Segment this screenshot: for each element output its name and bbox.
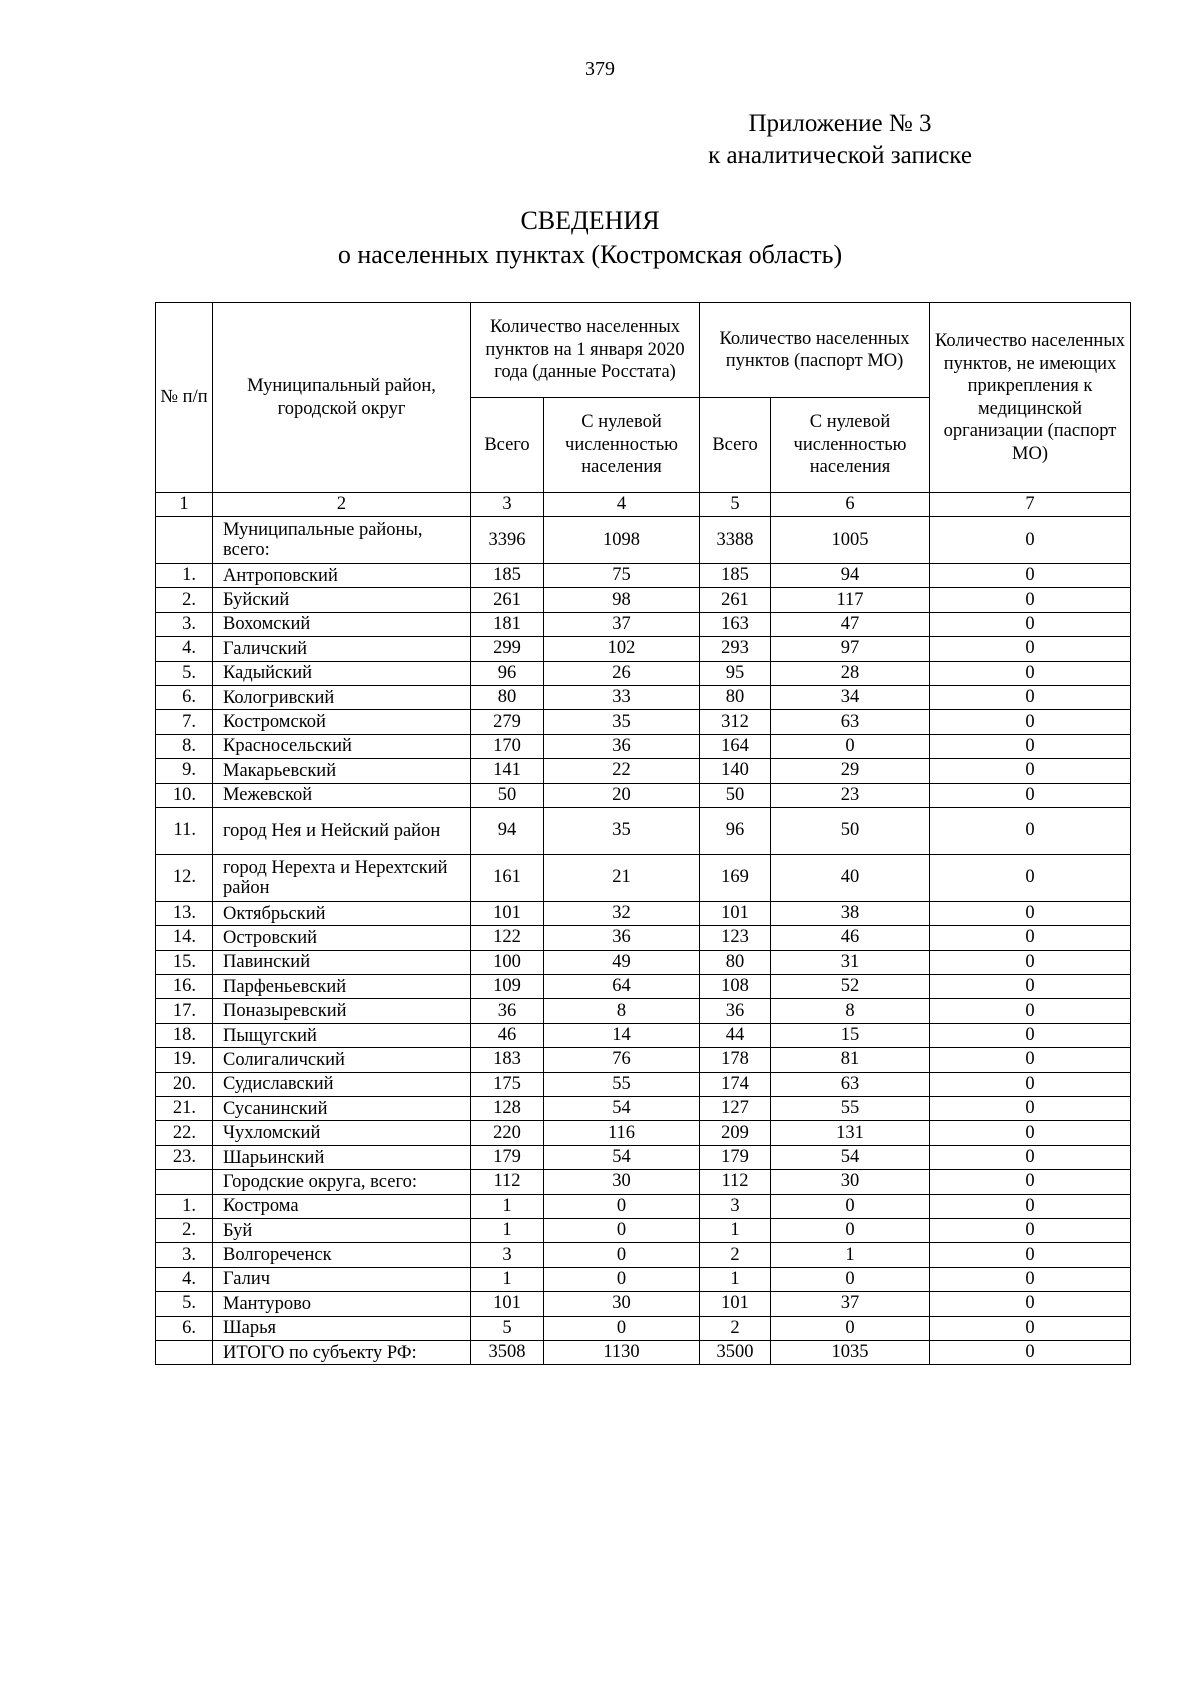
row-name: Городские округа, всего: (213, 1170, 471, 1194)
row-name: Кадыйский (213, 661, 471, 685)
row-number: 21. (156, 1097, 213, 1121)
cell-zero-pop-rosstat: 37 (544, 612, 700, 636)
row-number: 9. (156, 759, 213, 783)
cell-total-rosstat: 299 (471, 637, 544, 661)
cell-zero-pop-passport: 30 (771, 1170, 930, 1194)
row-number: 4. (156, 637, 213, 661)
column-number: 4 (544, 493, 700, 517)
cell-no-attachment: 0 (930, 661, 1131, 685)
cell-total-passport: 108 (700, 975, 771, 999)
row-name: Волгореченск (213, 1243, 471, 1267)
cell-total-passport: 174 (700, 1072, 771, 1096)
row-name: Муниципальные районы, всего: (213, 517, 471, 564)
table-row (156, 1218, 1131, 1242)
cell-no-attachment: 0 (930, 1292, 1131, 1316)
appendix-line-1: Приложение № 3 (748, 110, 932, 137)
cell-total-rosstat: 101 (471, 901, 544, 925)
cell-zero-pop-rosstat: 26 (544, 661, 700, 685)
row-number: 7. (156, 710, 213, 734)
cell-total-passport: 96 (700, 807, 771, 854)
cell-zero-pop-passport: 15 (771, 1023, 930, 1047)
row-number: 8. (156, 734, 213, 758)
table-row (156, 975, 1131, 999)
cell-no-attachment: 0 (930, 1023, 1131, 1047)
cell-total-passport: 3 (700, 1194, 771, 1218)
cell-no-attachment: 0 (930, 710, 1131, 734)
cell-no-attachment: 0 (930, 1145, 1131, 1169)
cell-zero-pop-rosstat: 102 (544, 637, 700, 661)
table-row (156, 783, 1131, 807)
row-number: 13. (156, 901, 213, 925)
header-no-attachment: Количество населенных пунктов, не имеющих прикрепления к медицинской организации (паспорт МО) (930, 303, 1131, 493)
cell-total-passport: 3500 (700, 1340, 771, 1364)
cell-zero-pop-passport: 23 (771, 783, 930, 807)
row-number: 3. (156, 612, 213, 636)
cell-total-passport: 178 (700, 1048, 771, 1072)
document-title (140, 204, 1040, 272)
row-number: 6. (156, 1316, 213, 1340)
cell-no-attachment: 0 (930, 807, 1131, 854)
row-name: ИТОГО по субъекту РФ: (213, 1340, 471, 1364)
cell-zero-pop-rosstat: 35 (544, 807, 700, 854)
cell-total-rosstat: 161 (471, 854, 544, 901)
cell-total-rosstat: 170 (471, 734, 544, 758)
row-name: Галич (213, 1267, 471, 1291)
cell-total-rosstat: 185 (471, 564, 544, 588)
row-number: 1. (156, 564, 213, 588)
cell-zero-pop-passport: 81 (771, 1048, 930, 1072)
cell-zero-pop-rosstat: 8 (544, 999, 700, 1023)
cell-total-rosstat: 80 (471, 685, 544, 709)
table-row (156, 1194, 1131, 1218)
cell-total-passport: 123 (700, 926, 771, 950)
cell-no-attachment: 0 (930, 588, 1131, 612)
table-row (156, 588, 1131, 612)
cell-no-attachment: 0 (930, 926, 1131, 950)
row-number: 20. (156, 1072, 213, 1096)
cell-zero-pop-passport: 46 (771, 926, 930, 950)
cell-zero-pop-passport: 97 (771, 637, 930, 661)
table-row (156, 1267, 1131, 1291)
cell-no-attachment: 0 (930, 999, 1131, 1023)
cell-total-passport: 261 (700, 588, 771, 612)
table-row (156, 1072, 1131, 1096)
cell-zero-pop-passport: 37 (771, 1292, 930, 1316)
header-total-passport: Всего (700, 398, 771, 493)
cell-zero-pop-rosstat: 22 (544, 759, 700, 783)
cell-no-attachment: 0 (930, 1316, 1131, 1340)
cell-total-rosstat: 1 (471, 1194, 544, 1218)
cell-zero-pop-passport: 0 (771, 1267, 930, 1291)
cell-zero-pop-rosstat: 116 (544, 1121, 700, 1145)
cell-total-rosstat: 5 (471, 1316, 544, 1340)
cell-total-rosstat: 112 (471, 1170, 544, 1194)
cell-zero-pop-rosstat: 33 (544, 685, 700, 709)
header-name: Муниципальный район, городской округ (213, 303, 471, 493)
cell-total-passport: 185 (700, 564, 771, 588)
cell-no-attachment: 0 (930, 1267, 1131, 1291)
cell-total-passport: 179 (700, 1145, 771, 1169)
cell-total-passport: 101 (700, 901, 771, 925)
cell-zero-pop-rosstat: 54 (544, 1097, 700, 1121)
cell-zero-pop-passport: 47 (771, 612, 930, 636)
cell-no-attachment: 0 (930, 1218, 1131, 1242)
table-body (156, 517, 1131, 1365)
cell-total-passport: 1 (700, 1218, 771, 1242)
table-row (156, 1048, 1131, 1072)
cell-total-rosstat: 141 (471, 759, 544, 783)
cell-no-attachment: 0 (930, 1072, 1131, 1096)
cell-total-passport: 36 (700, 999, 771, 1023)
column-number: 7 (930, 493, 1131, 517)
row-name: Вохомский (213, 612, 471, 636)
cell-no-attachment: 0 (930, 1048, 1131, 1072)
row-number: 12. (156, 854, 213, 901)
cell-zero-pop-rosstat: 0 (544, 1218, 700, 1242)
row-name: Кострома (213, 1194, 471, 1218)
cell-zero-pop-passport: 55 (771, 1097, 930, 1121)
title-main: СВЕДЕНИЯ (520, 206, 660, 235)
row-name: Костромской (213, 710, 471, 734)
row-number (156, 517, 213, 564)
cell-no-attachment: 0 (930, 564, 1131, 588)
cell-total-passport: 127 (700, 1097, 771, 1121)
header-zero-pop-rosstat: С нулевой численностью населения (544, 398, 700, 493)
cell-zero-pop-rosstat: 14 (544, 1023, 700, 1047)
cell-no-attachment: 0 (930, 1194, 1131, 1218)
column-number-row (156, 493, 1131, 517)
row-number: 5. (156, 1292, 213, 1316)
cell-zero-pop-rosstat: 32 (544, 901, 700, 925)
table-row (156, 685, 1131, 709)
cell-total-rosstat: 36 (471, 999, 544, 1023)
cell-zero-pop-passport: 63 (771, 1072, 930, 1096)
table-row (156, 854, 1131, 901)
cell-zero-pop-rosstat: 35 (544, 710, 700, 734)
cell-zero-pop-rosstat: 36 (544, 734, 700, 758)
table-row (156, 1145, 1131, 1169)
row-name: Парфеньевский (213, 975, 471, 999)
cell-total-passport: 163 (700, 612, 771, 636)
row-number: 11. (156, 807, 213, 854)
row-number: 19. (156, 1048, 213, 1072)
table-row (156, 1097, 1131, 1121)
cell-no-attachment: 0 (930, 1097, 1131, 1121)
cell-total-passport: 3388 (700, 517, 771, 564)
row-number: 23. (156, 1145, 213, 1169)
cell-no-attachment: 0 (930, 685, 1131, 709)
row-name: Шарьинский (213, 1145, 471, 1169)
cell-zero-pop-passport: 54 (771, 1145, 930, 1169)
header-rosstat-group: Количество населенных пунктов на 1 января 2020 года (данные Росстата) (471, 303, 700, 398)
row-name: Межевской (213, 783, 471, 807)
cell-total-rosstat: 3396 (471, 517, 544, 564)
cell-zero-pop-rosstat: 98 (544, 588, 700, 612)
row-number: 22. (156, 1121, 213, 1145)
cell-total-rosstat: 96 (471, 661, 544, 685)
table-row (156, 1023, 1131, 1047)
cell-total-rosstat: 175 (471, 1072, 544, 1096)
cell-zero-pop-rosstat: 1130 (544, 1340, 700, 1364)
cell-zero-pop-rosstat: 21 (544, 854, 700, 901)
cell-total-rosstat: 46 (471, 1023, 544, 1047)
table-row (156, 1243, 1131, 1267)
cell-zero-pop-passport: 131 (771, 1121, 930, 1145)
cell-total-passport: 140 (700, 759, 771, 783)
row-name: Буй (213, 1218, 471, 1242)
cell-zero-pop-rosstat: 36 (544, 926, 700, 950)
row-name: город Нея и Нейский район (213, 807, 471, 854)
cell-zero-pop-passport: 40 (771, 854, 930, 901)
table-row (156, 734, 1131, 758)
row-number: 17. (156, 999, 213, 1023)
cell-no-attachment: 0 (930, 1243, 1131, 1267)
row-number: 5. (156, 661, 213, 685)
title-subtitle: о населенных пунктах (Костромская область) (337, 240, 843, 269)
cell-zero-pop-rosstat: 0 (544, 1194, 700, 1218)
table-row (156, 612, 1131, 636)
cell-total-passport: 312 (700, 710, 771, 734)
cell-total-rosstat: 183 (471, 1048, 544, 1072)
cell-zero-pop-passport: 31 (771, 950, 930, 974)
cell-zero-pop-passport: 0 (771, 1194, 930, 1218)
row-number: 1. (156, 1194, 213, 1218)
cell-no-attachment: 0 (930, 1170, 1131, 1194)
cell-zero-pop-rosstat: 1098 (544, 517, 700, 564)
row-number: 16. (156, 975, 213, 999)
cell-zero-pop-rosstat: 64 (544, 975, 700, 999)
cell-no-attachment: 0 (930, 637, 1131, 661)
row-number: 14. (156, 926, 213, 950)
table-row (156, 1340, 1131, 1364)
cell-total-passport: 209 (700, 1121, 771, 1145)
table-row (156, 950, 1131, 974)
cell-total-rosstat: 100 (471, 950, 544, 974)
row-name: Шарья (213, 1316, 471, 1340)
row-name: Буйский (213, 588, 471, 612)
cell-total-rosstat: 101 (471, 1292, 544, 1316)
table-row (156, 710, 1131, 734)
cell-total-rosstat: 220 (471, 1121, 544, 1145)
row-number: 2. (156, 588, 213, 612)
row-name: Островский (213, 926, 471, 950)
cell-zero-pop-passport: 1035 (771, 1340, 930, 1364)
row-number: 3. (156, 1243, 213, 1267)
cell-no-attachment: 0 (930, 1340, 1131, 1364)
header-passport-group: Количество населенных пунктов (паспорт МО) (700, 303, 930, 398)
cell-no-attachment: 0 (930, 517, 1131, 564)
row-number: 15. (156, 950, 213, 974)
cell-zero-pop-passport: 34 (771, 685, 930, 709)
row-name: Солигаличский (213, 1048, 471, 1072)
cell-total-rosstat: 128 (471, 1097, 544, 1121)
cell-no-attachment: 0 (930, 783, 1131, 807)
row-number: 10. (156, 783, 213, 807)
row-number: 6. (156, 685, 213, 709)
cell-total-passport: 2 (700, 1243, 771, 1267)
cell-no-attachment: 0 (930, 734, 1131, 758)
cell-zero-pop-rosstat: 0 (544, 1316, 700, 1340)
cell-no-attachment: 0 (930, 901, 1131, 925)
column-number: 6 (771, 493, 930, 517)
cell-zero-pop-passport: 50 (771, 807, 930, 854)
cell-total-passport: 80 (700, 950, 771, 974)
cell-no-attachment: 0 (930, 975, 1131, 999)
row-name: Кологривский (213, 685, 471, 709)
table-row (156, 1170, 1131, 1194)
cell-zero-pop-passport: 0 (771, 734, 930, 758)
cell-zero-pop-rosstat: 55 (544, 1072, 700, 1096)
cell-total-passport: 1 (700, 1267, 771, 1291)
column-number: 3 (471, 493, 544, 517)
table-row (156, 661, 1131, 685)
cell-zero-pop-passport: 117 (771, 588, 930, 612)
row-name: Пыщугский (213, 1023, 471, 1047)
cell-zero-pop-passport: 1 (771, 1243, 930, 1267)
cell-total-rosstat: 3 (471, 1243, 544, 1267)
cell-total-passport: 293 (700, 637, 771, 661)
cell-total-rosstat: 181 (471, 612, 544, 636)
cell-zero-pop-passport: 52 (771, 975, 930, 999)
table-row (156, 999, 1131, 1023)
cell-zero-pop-rosstat: 76 (544, 1048, 700, 1072)
table-row (156, 759, 1131, 783)
table-row (156, 807, 1131, 854)
cell-no-attachment: 0 (930, 759, 1131, 783)
cell-zero-pop-rosstat: 54 (544, 1145, 700, 1169)
row-name: Антроповский (213, 564, 471, 588)
cell-no-attachment: 0 (930, 1121, 1131, 1145)
column-number: 2 (213, 493, 471, 517)
cell-no-attachment: 0 (930, 612, 1131, 636)
cell-zero-pop-rosstat: 30 (544, 1292, 700, 1316)
row-number (156, 1340, 213, 1364)
cell-total-rosstat: 122 (471, 926, 544, 950)
row-number: 18. (156, 1023, 213, 1047)
row-name: Чухломский (213, 1121, 471, 1145)
cell-zero-pop-passport: 63 (771, 710, 930, 734)
table-row (156, 564, 1131, 588)
cell-zero-pop-passport: 29 (771, 759, 930, 783)
row-name: Павинский (213, 950, 471, 974)
cell-no-attachment: 0 (930, 950, 1131, 974)
cell-total-rosstat: 3508 (471, 1340, 544, 1364)
row-name: Галичский (213, 637, 471, 661)
row-name: Мантурово (213, 1292, 471, 1316)
cell-zero-pop-passport: 1005 (771, 517, 930, 564)
header-zero-pop-passport: С нулевой численностью населения (771, 398, 930, 493)
table-row (156, 1316, 1131, 1340)
cell-zero-pop-passport: 0 (771, 1218, 930, 1242)
cell-zero-pop-rosstat: 75 (544, 564, 700, 588)
header-num: № п/п (156, 303, 213, 493)
cell-total-passport: 80 (700, 685, 771, 709)
cell-total-passport: 44 (700, 1023, 771, 1047)
table-row (156, 926, 1131, 950)
cell-total-rosstat: 279 (471, 710, 544, 734)
cell-total-rosstat: 261 (471, 588, 544, 612)
column-number: 5 (700, 493, 771, 517)
row-name: Октябрьский (213, 901, 471, 925)
cell-total-rosstat: 50 (471, 783, 544, 807)
row-name: город Нерехта и Нерехтский район (213, 854, 471, 901)
row-name: Поназыревский (213, 999, 471, 1023)
cell-total-passport: 164 (700, 734, 771, 758)
cell-total-passport: 112 (700, 1170, 771, 1194)
cell-total-passport: 169 (700, 854, 771, 901)
cell-total-passport: 50 (700, 783, 771, 807)
row-number: 2. (156, 1218, 213, 1242)
row-number: 4. (156, 1267, 213, 1291)
table-row (156, 637, 1131, 661)
cell-total-passport: 2 (700, 1316, 771, 1340)
cell-total-passport: 95 (700, 661, 771, 685)
row-name: Сусанинский (213, 1097, 471, 1121)
cell-total-rosstat: 179 (471, 1145, 544, 1169)
page-number: 379 (585, 58, 615, 80)
settlements-table (155, 302, 1131, 1365)
cell-zero-pop-passport: 38 (771, 901, 930, 925)
cell-total-passport: 101 (700, 1292, 771, 1316)
cell-zero-pop-passport: 28 (771, 661, 930, 685)
cell-zero-pop-rosstat: 0 (544, 1243, 700, 1267)
row-number (156, 1170, 213, 1194)
row-name: Макарьевский (213, 759, 471, 783)
cell-zero-pop-rosstat: 30 (544, 1170, 700, 1194)
table-row (156, 901, 1131, 925)
table-row (156, 1292, 1131, 1316)
cell-zero-pop-passport: 0 (771, 1316, 930, 1340)
cell-zero-pop-rosstat: 0 (544, 1267, 700, 1291)
appendix-line-2: к аналитической записке (708, 142, 972, 169)
cell-total-rosstat: 94 (471, 807, 544, 854)
appendix-header (640, 108, 1040, 172)
cell-total-rosstat: 1 (471, 1267, 544, 1291)
row-name: Судиславский (213, 1072, 471, 1096)
table-row (156, 517, 1131, 564)
cell-total-rosstat: 1 (471, 1218, 544, 1242)
header-total-rosstat: Всего (471, 398, 544, 493)
cell-zero-pop-rosstat: 49 (544, 950, 700, 974)
cell-no-attachment: 0 (930, 854, 1131, 901)
column-number: 1 (156, 493, 213, 517)
cell-zero-pop-passport: 8 (771, 999, 930, 1023)
row-name: Красносельский (213, 734, 471, 758)
cell-total-rosstat: 109 (471, 975, 544, 999)
cell-zero-pop-passport: 94 (771, 564, 930, 588)
cell-zero-pop-rosstat: 20 (544, 783, 700, 807)
table-row (156, 1121, 1131, 1145)
